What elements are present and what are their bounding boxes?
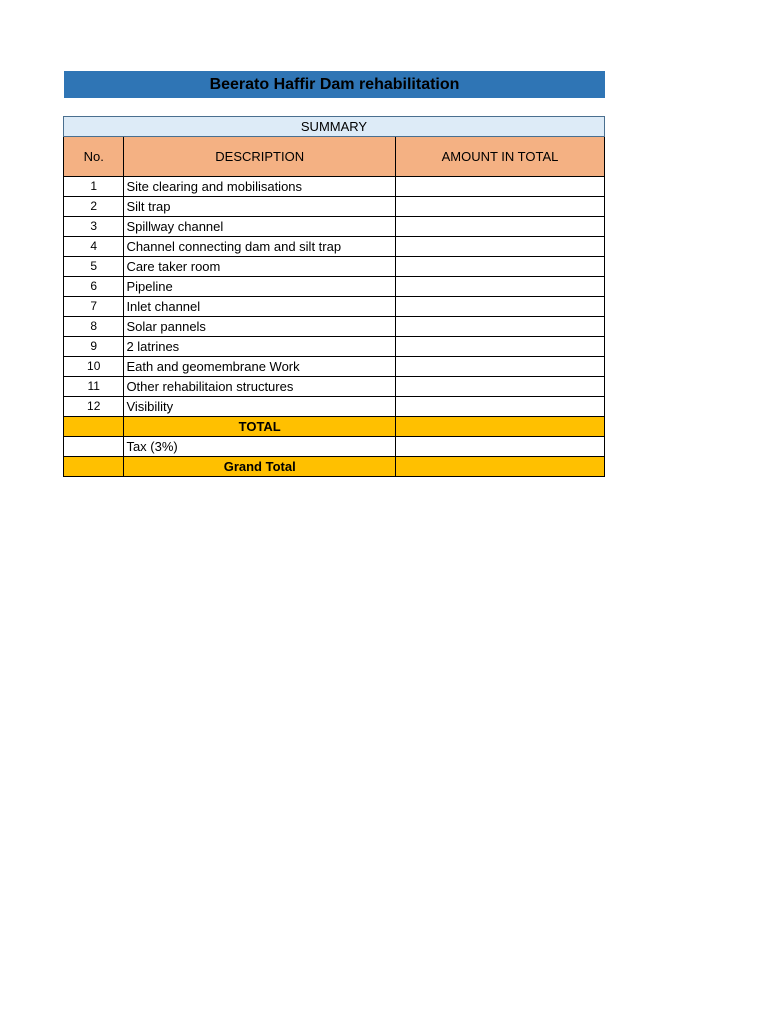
row-amount[interactable] (395, 397, 604, 417)
row-description: Pipeline (124, 277, 396, 297)
row-amount[interactable] (395, 297, 604, 317)
row-description: 2 latrines (124, 337, 396, 357)
grand-total-blank-cell (64, 457, 124, 477)
row-description: Eath and geomembrane Work (124, 357, 396, 377)
header-no: No. (64, 137, 124, 177)
row-number: 6 (64, 277, 124, 297)
table-header-row (64, 137, 605, 177)
row-description: Channel connecting dam and silt trap (124, 237, 396, 257)
row-amount[interactable] (395, 197, 604, 217)
row-description: Solar pannels (124, 317, 396, 337)
row-amount[interactable] (395, 257, 604, 277)
row-description: Visibility (124, 397, 396, 417)
row-amount[interactable] (395, 317, 604, 337)
row-description: Inlet channel (124, 297, 396, 317)
table-row (64, 397, 605, 417)
row-number: 3 (64, 217, 124, 237)
table-row (64, 177, 605, 197)
header-amount: AMOUNT IN TOTAL (395, 137, 604, 177)
row-amount[interactable] (395, 177, 604, 197)
tax-row (64, 437, 605, 457)
row-number: 11 (64, 377, 124, 397)
table-row (64, 337, 605, 357)
row-amount[interactable] (395, 217, 604, 237)
row-number: 4 (64, 237, 124, 257)
row-amount[interactable] (395, 237, 604, 257)
grand-total-label: Grand Total (124, 457, 396, 477)
row-description: Silt trap (124, 197, 396, 217)
row-number: 9 (64, 337, 124, 357)
total-label: TOTAL (124, 417, 396, 437)
row-number: 8 (64, 317, 124, 337)
table-row (64, 197, 605, 217)
table-row (64, 377, 605, 397)
summary-table (63, 116, 605, 477)
total-amount[interactable] (395, 417, 604, 437)
grand-total-row (64, 457, 605, 477)
header-description: DESCRIPTION (124, 137, 396, 177)
grand-total-amount[interactable] (395, 457, 604, 477)
row-description: Other rehabilitaion structures (124, 377, 396, 397)
table-row (64, 217, 605, 237)
row-number: 7 (64, 297, 124, 317)
tax-label: Tax (3%) (124, 437, 396, 457)
table-row (64, 297, 605, 317)
tax-amount[interactable] (395, 437, 604, 457)
row-number: 5 (64, 257, 124, 277)
row-amount[interactable] (395, 357, 604, 377)
total-row (64, 417, 605, 437)
table-row (64, 257, 605, 277)
table-row (64, 277, 605, 297)
row-number: 2 (64, 197, 124, 217)
row-amount[interactable] (395, 377, 604, 397)
document-title: Beerato Haffir Dam rehabilitation (64, 71, 605, 98)
tax-blank-cell (64, 437, 124, 457)
summary-caption: SUMMARY (64, 117, 605, 137)
table-row (64, 317, 605, 337)
row-description: Care taker room (124, 257, 396, 277)
total-blank-cell (64, 417, 124, 437)
table-row (64, 357, 605, 377)
summary-caption-row (64, 117, 605, 137)
row-number: 1 (64, 177, 124, 197)
table-row (64, 237, 605, 257)
row-amount[interactable] (395, 277, 604, 297)
row-amount[interactable] (395, 337, 604, 357)
row-number: 10 (64, 357, 124, 377)
row-description: Site clearing and mobilisations (124, 177, 396, 197)
row-number: 12 (64, 397, 124, 417)
row-description: Spillway channel (124, 217, 396, 237)
